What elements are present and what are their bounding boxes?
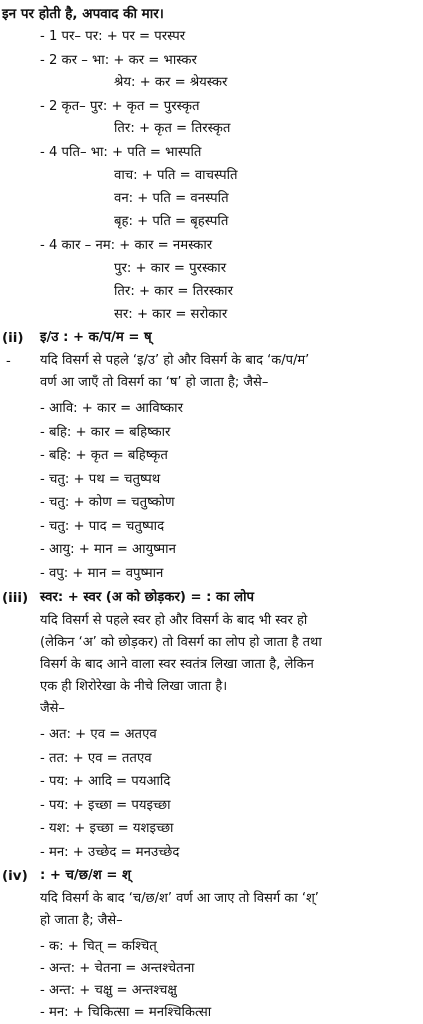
rule-line: यदि विसर्ग के बाद ‘च/छ/श’ वर्ण आ जाए तो विसर्ग का ‘श्’ [40,891,319,906]
rule-paragraph [40,888,319,932]
example-line: तिर: + कार = तिरस्कार [114,284,233,299]
section-title: : + च/छ/श = श् [40,868,131,883]
rule-line: यदि विसर्ग से पहले ‘इ/उ’ हो और विसर्ग के बाद ‘क/प/म’ [40,353,310,368]
example-line: वाच: + पति = वाचस्पति [114,168,238,183]
rule-line: विसर्ग के बाद आने वाला स्वर स्वतंत्र लिखा जाता है, लेकिन [40,657,314,672]
example-line: - 1 पर– पर: + पर = परस्पर [40,29,186,44]
example-line: तिर: + कृत = तिरस्कृत [114,121,231,136]
rule-line: यदि विसर्ग से पहले स्वर हो और विसर्ग के बाद भी स्वर हो [40,613,308,628]
rule-line: जैसे– [40,701,65,716]
example-line: - बहि: + कार = बहिष्कार [40,425,171,440]
example-line: - चतु: + कोण = चतुष्कोण [40,495,175,510]
rule-line: हो जाता है; जैसे– [40,913,123,928]
example-line: पुर: + कार = पुरस्कार [114,261,227,276]
example-line: - पय: + इच्छा = पयइच्छा [40,798,171,813]
section-number: (iv) [2,868,28,884]
example-line: - आवि: + कार = आविष्कार [40,401,183,416]
example-line: - 4 पति– भा: + पति = भास्पति [40,145,202,160]
example-line: - अत: + एव = अतएव [40,727,157,742]
example-line: - मन: + उच्छेद = मनउच्छेद [40,845,180,860]
example-line: - अन्त: + चेतना = अन्तश्चेतना [40,961,195,976]
example-line: - वपु: + मान = वपुष्मान [40,566,164,581]
example-line: सर: + कार = सरोकार [114,307,228,322]
example-line: - 4 कार – नम: + कार = नमस्कार [40,238,213,253]
example-line: बृह: + पति = बृहस्पति [114,214,229,229]
bullet-dash: - [6,354,11,369]
example-line: - 2 कर – भा: + कर = भास्कर [40,53,197,68]
section-title: स्वर: + स्वर (अ को छोड़कर) = : का लोप [40,590,254,605]
example-line: वन: + पति = वनस्पति [114,191,229,206]
rule-line: वर्ण आ जाएँ तो विसर्ग का ‘ष’ हो जाता है; जैसे– [40,375,269,390]
section-title: इ/उ : + क/प/म = ष् [40,330,152,345]
example-line: श्रेय: + कर = श्रेयस्कर [114,75,228,90]
section-number: (ii) [2,330,24,346]
rule-paragraph [40,610,322,720]
example-line: - मन: + चिकित्सा = मनश्चिकित्सा [40,1005,212,1020]
example-line: - बहि: + कृत = बहिष्कृत [40,448,168,463]
section-number: (iii) [2,590,29,606]
example-line: - अन्त: + चक्षु = अन्तश्चक्षु [40,983,177,998]
example-line: - चतु: + पथ = चतुष्पथ [40,472,161,487]
example-line: - तत: + एव = ततएव [40,751,152,766]
example-line: - चतु: + पाद = चतुष्पाद [40,519,165,534]
header-line: इन पर होती है, अपवाद की मार। [2,6,164,22]
rule-paragraph [40,350,309,394]
example-line: - क: + चित् = कश्चित् [40,939,157,954]
example-line: - पय: + आदि = पयआदि [40,774,171,789]
example-line: - 2 कृत– पुर: + कृत = पुरस्कृत [40,99,200,114]
example-line: - यश: + इच्छा = यशइच्छा [40,821,174,836]
rule-line: (लेकिन ‘अ’ को छोड़कर) तो विसर्ग का लोप हो जाता है तथा [40,635,322,650]
example-line: - आयु: + मान = आयुष्मान [40,542,176,557]
rule-line: एक ही शिरोरेखा के नीचे लिखा जाता है। [40,679,228,694]
